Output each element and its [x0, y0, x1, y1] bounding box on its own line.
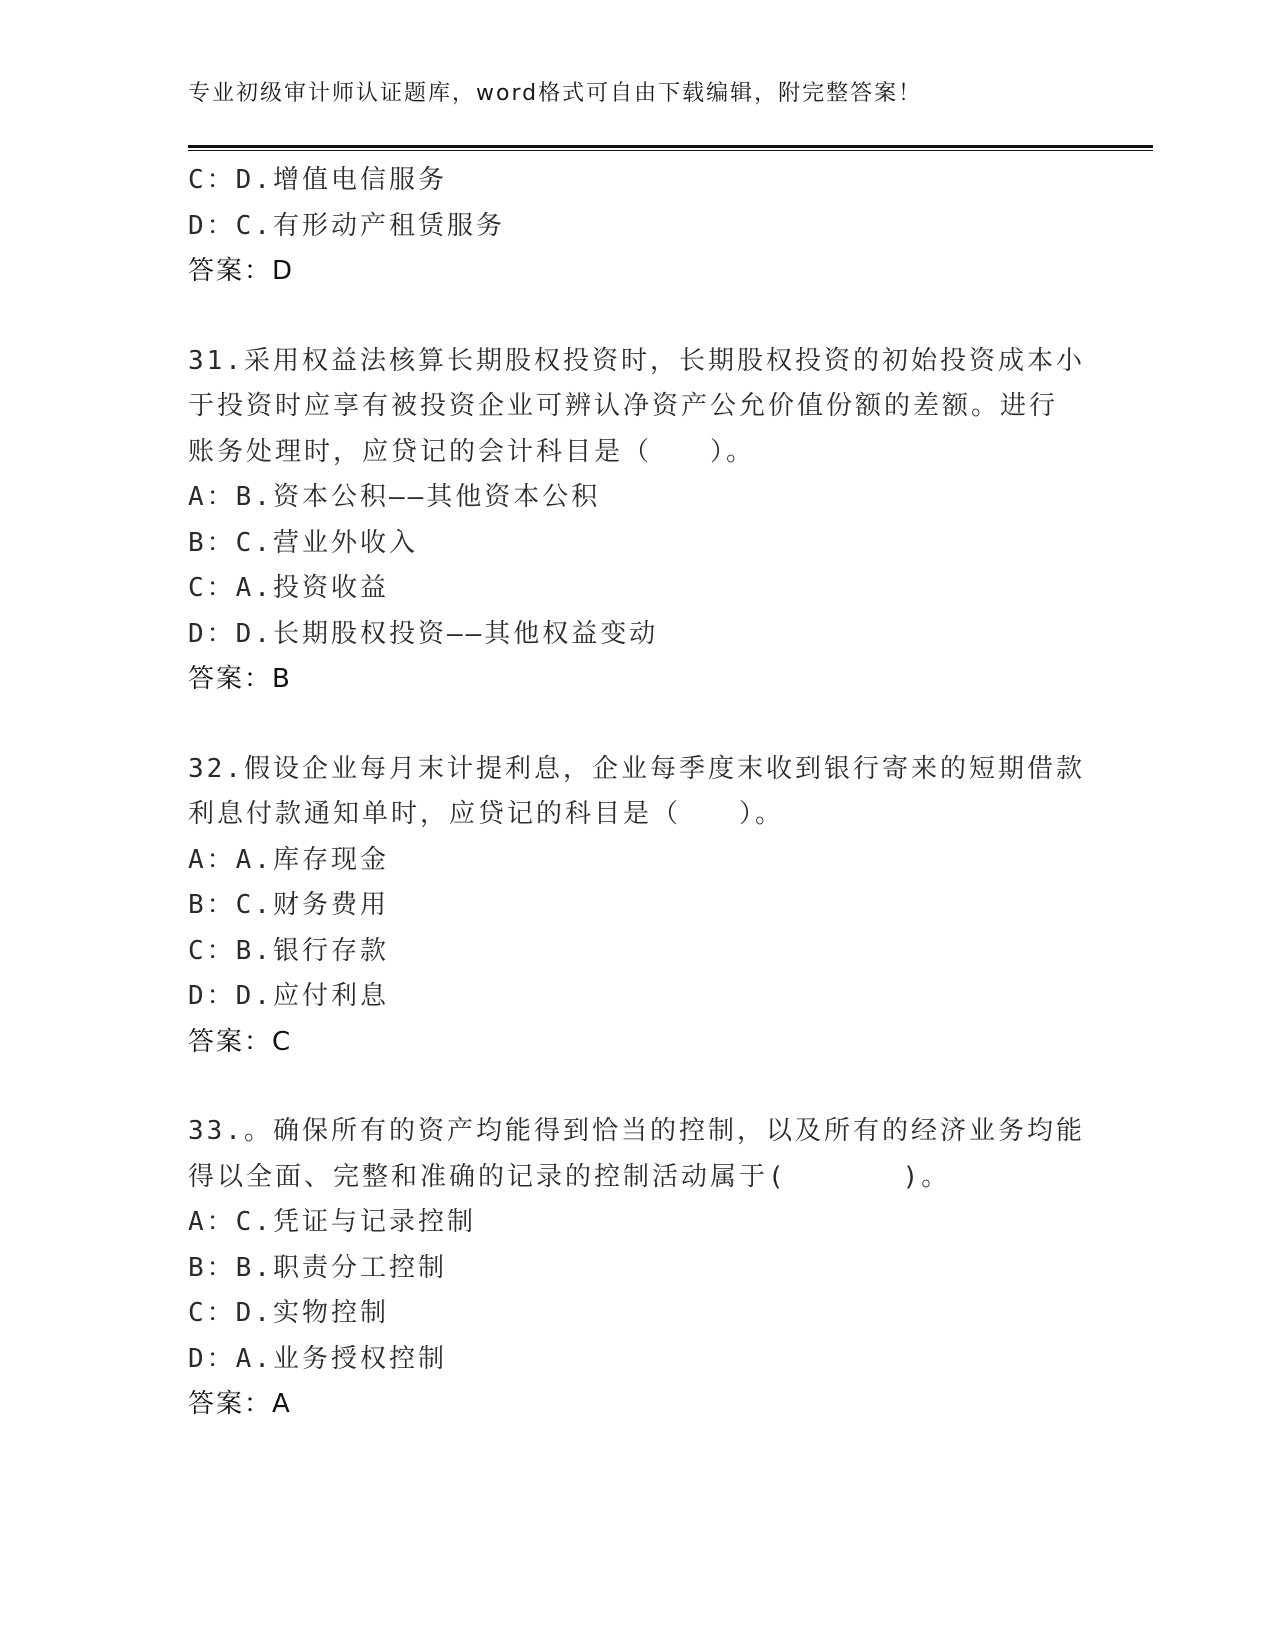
option-line: C：D.实物控制 — [188, 1298, 389, 1328]
question-stem-line: 得以全面、完整和准确的记录的控制活动属于( )。 — [188, 1161, 951, 1192]
spacer — [188, 703, 1088, 747]
option-line: D：A.业务授权控制 — [188, 1343, 447, 1374]
spacer — [188, 1065, 1088, 1109]
option-line: D：D.长期股权投资——其他权益变动 — [188, 618, 659, 649]
option-line: C：B.银行存款 — [188, 935, 389, 966]
question-stem-line: 账务处理时，应贷记的会计科目是（ ）。 — [188, 436, 756, 467]
option-line: A：A.库存现金 — [188, 844, 389, 875]
option-line: C：A.投资收益 — [188, 573, 389, 603]
question-stem-line: 33.。确保所有的资产均能得到恰当的控制，以及所有的经济业务均能 — [188, 1116, 1085, 1146]
header-divider-thin — [188, 150, 1153, 151]
option-line: A：C.凭证与记录控制 — [188, 1207, 476, 1237]
option-line: D：D.应付利息 — [188, 981, 389, 1011]
question-31 — [188, 339, 1088, 703]
answer-line: 答案：C — [188, 1026, 293, 1057]
option-line: B：B.职责分工控制 — [188, 1252, 447, 1283]
document-body — [188, 158, 1088, 1428]
continued-question — [188, 158, 1088, 295]
question-stem-line: 31.采用权益法核算长期股权投资时，长期股权投资的初始投资成本小 — [188, 345, 1085, 376]
answer-line: 答案：B — [188, 664, 292, 694]
page-header: 专业初级审计师认证题库，word格式可自由下载编辑，附完整答案！ — [188, 81, 923, 106]
header-divider-thick — [188, 145, 1153, 148]
option-line: A：B.资本公积——其他资本公积 — [188, 482, 601, 512]
spacer — [188, 295, 1088, 339]
question-stem-line: 利息付款通知单时，应贷记的科目是（ ）。 — [188, 799, 785, 829]
question-stem-line: 32.假设企业每月末计提利息，企业每季度末收到银行寄来的短期借款 — [188, 753, 1085, 784]
option-line: D：C.有形动产租赁服务 — [188, 210, 505, 241]
question-33 — [188, 1109, 1088, 1428]
question-32 — [188, 747, 1088, 1066]
question-stem-line: 于投资时应享有被投资企业可辨认净资产公允价值份额的差额。进行 — [188, 391, 1059, 421]
option-line: B：C.营业外收入 — [188, 527, 418, 558]
option-line: C：D.增值电信服务 — [188, 165, 447, 195]
answer-line: 答案：D — [188, 256, 295, 286]
option-line: B：C.财务费用 — [188, 890, 389, 920]
answer-line: 答案：A — [188, 1389, 292, 1419]
